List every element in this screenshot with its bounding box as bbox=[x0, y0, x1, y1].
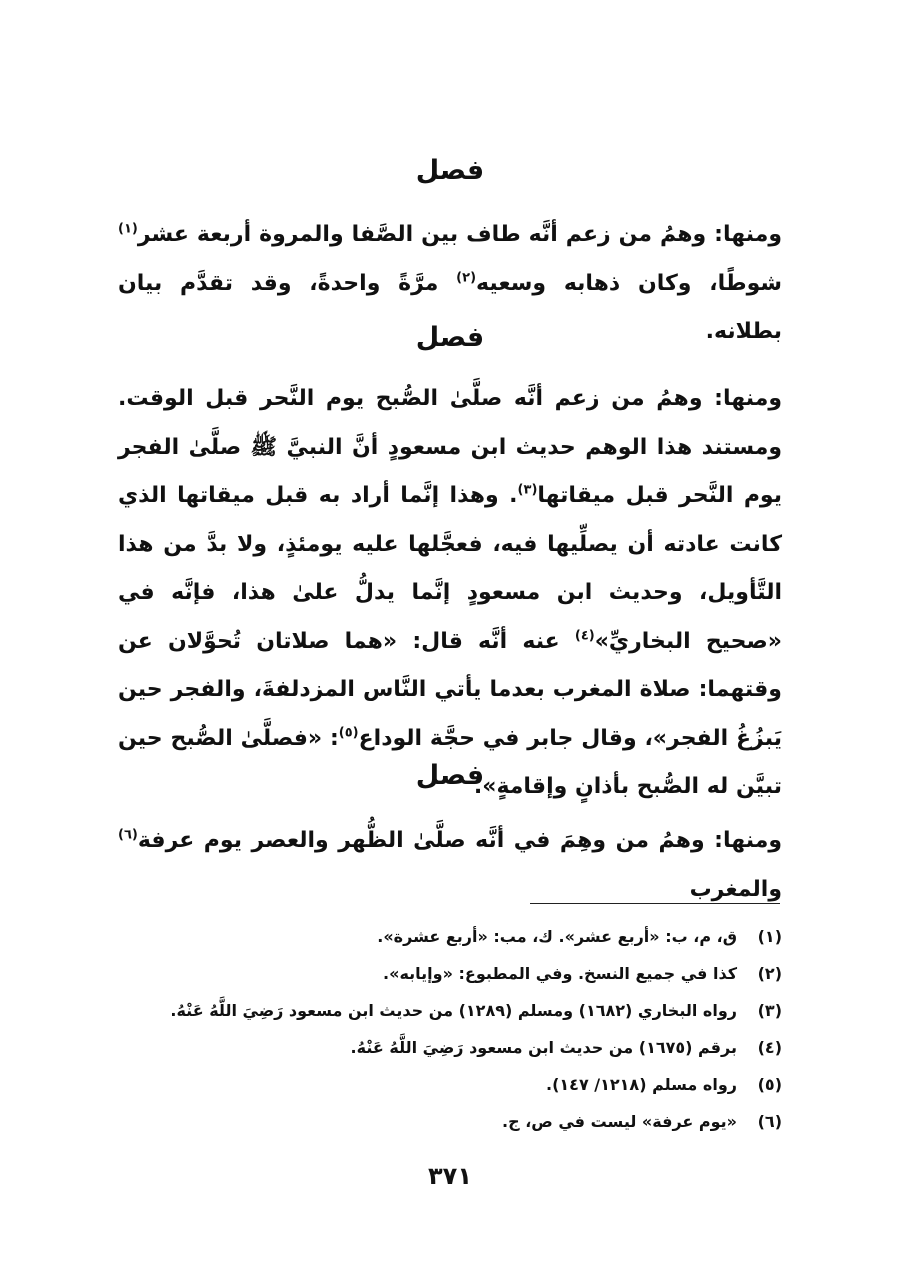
footnote-marker: (٥) bbox=[338, 725, 359, 741]
footnote bbox=[118, 1103, 782, 1140]
footnote-text: كذا في جميع النسخ. وفي المطبوع: «وإيابه». bbox=[383, 964, 737, 983]
section-heading: فصل bbox=[415, 155, 485, 186]
footnote-marker: (١) bbox=[118, 221, 138, 237]
footnote-number: (١) bbox=[757, 927, 782, 946]
footnote-marker: (٦) bbox=[118, 827, 138, 843]
footnote-text: رواه البخاري (١٦٨٢) ومسلم (١٢٨٩) من حديث ابن مسعود رَضِيَ اللَّهُ عَنْهُ. bbox=[170, 1001, 737, 1020]
footnote bbox=[118, 955, 782, 992]
paragraph-text: وهمُ من زعم أنَّه صلَّىٰ الصُّبح يوم النَّحر قبل الوقت. ومستند هذا الوهم حديث ابن مسعودٍ أنَّ النبيَّ ﷺ صلَّىٰ الفجر يوم النَّحر قبل ميقاتها bbox=[118, 386, 782, 508]
footnote-number: (٦) bbox=[757, 1112, 782, 1131]
paragraph-text: مرَّةً واحدةً، وقد تقدَّم بيان بطلانه. bbox=[118, 270, 782, 344]
paragraph-lead: ومنها: bbox=[714, 828, 782, 853]
paragraph-lead: ومنها: bbox=[714, 386, 782, 411]
footnote-marker: (٢) bbox=[456, 270, 477, 286]
paragraph-text: شوطًا، وكان ذهابه وسعيه bbox=[476, 270, 782, 296]
footnote-text: برقم (١٦٧٥) من حديث ابن مسعود رَضِيَ اللَّهُ عَنْهُ. bbox=[350, 1038, 737, 1057]
footnote-text: رواه مسلم (١٢١٨/ ١٤٧). bbox=[546, 1075, 737, 1094]
footnote bbox=[118, 1066, 782, 1103]
footnote bbox=[118, 992, 782, 1029]
section-paragraph bbox=[118, 817, 782, 914]
section-heading: فصل bbox=[415, 760, 485, 791]
paragraph-text: والمغرب bbox=[689, 876, 782, 902]
footnote-divider bbox=[530, 903, 780, 904]
footnote-marker: (٤) bbox=[574, 628, 595, 644]
paragraph-text: وهمُ من وهِمَ في أنَّه صلَّىٰ الظُّهر والعصر يوم عرفة bbox=[137, 828, 715, 853]
page-number: ٣٧١ bbox=[428, 1162, 472, 1190]
footnote-text: «يوم عرفة» ليست في ص، ج. bbox=[502, 1112, 737, 1131]
paragraph-text: . وهذا إنَّما أراد به قبل ميقاتها الذي كانت عادته أن يصلِّيها فيه، فعجَّلها عليه يومئذٍ، ولا بدَّ من هذا التَّأويل، وحديث ابن مسعودٍ إنَّما يدلُّ علىٰ هذا، فإنَّه في «صحيح البخاريِّ» bbox=[118, 483, 782, 654]
footnote-number: (٥) bbox=[757, 1075, 782, 1094]
paragraph-text: : «فصلَّىٰ الصُّبح حين تبيَّن له الصُّبح بأذانٍ وإقامةٍ». bbox=[118, 725, 782, 799]
footnote-marker: (٣) bbox=[517, 482, 538, 498]
footnote-number: (٣) bbox=[757, 1001, 782, 1020]
paragraph-text: وهمُ من زعم أنَّه طاف بين الصَّفا والمروة أربعة عشر bbox=[137, 222, 715, 247]
footnote bbox=[118, 918, 782, 955]
footnote-number: (٤) bbox=[757, 1038, 782, 1057]
section-paragraph bbox=[118, 375, 782, 812]
footnotes bbox=[118, 918, 782, 1140]
footnote bbox=[118, 1029, 782, 1066]
footnote-number: (٢) bbox=[757, 964, 782, 983]
section-heading: فصل bbox=[415, 322, 485, 353]
paragraph-lead: ومنها: bbox=[714, 222, 782, 247]
footnote-text: ق، م، ب: «أربع عشر». ك، مب: «أربع عشرة». bbox=[377, 927, 737, 946]
paragraph-text: عنه أنَّه قال: «هما صلاتان تُحوَّلان عن وقتهما: صلاة المغرب بعدما يأتي النَّاس المزدلفةَ، والفجر حين يَبزُغُ الفجر»، وقال جابر في حجَّة الوداع bbox=[118, 628, 782, 751]
